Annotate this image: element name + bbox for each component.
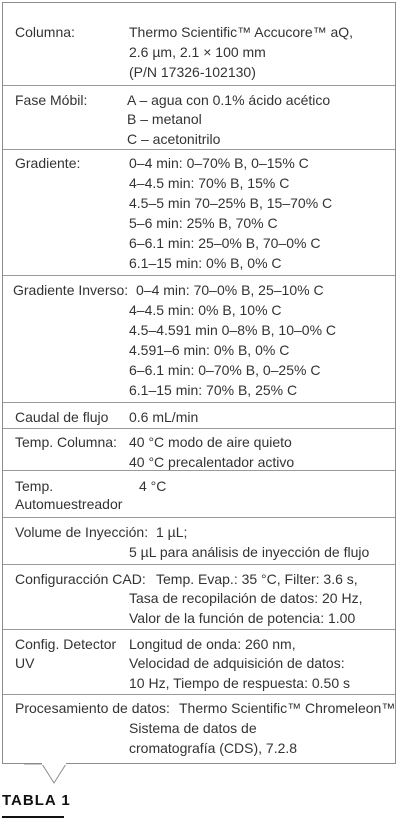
row-procesamiento-label: Procesamiento de datos: [15,700,170,716]
row-gradiente-inverso-value-line: 0–4 min: 70–0% B, 25–10% C [136,282,324,298]
table-caption: TABLA 1 [2,792,71,809]
row-configuracion-cad-value-line: Tasa de recopilación de datos: 20 Hz, [129,590,363,606]
row-config-detector-uv-value-line: Longitud de onda: 260 nm, [129,636,296,652]
row-volumen-value-line: 5 µL para análisis de inyección de flujo [129,544,370,560]
row-config-detector-uv-label: UV [15,655,35,671]
row-columna-label: Columna: [15,24,75,40]
row-fase-movil-value-line: C – acetonitrilo [127,131,221,147]
row-gradiente-inverso-value-line: 6–6.1 min: 0–70% B, 0–25% C [129,362,321,378]
row-temp-automuestreador-value-line: 4 °C [139,478,167,494]
row-gradiente-value-line: 0–4 min: 0–70% B, 0–15% C [129,155,309,171]
row-configuracion-cad-value-line: Valor de la función de potencia: 1.00 [129,610,356,626]
row-gradiente-value-line: 5–6 min: 25% B, 70% C [129,215,278,231]
row-gradiente-label: Gradiente: [15,155,81,171]
row-gradiente-value-line: 6.1–15 min: 0% B, 0% C [129,255,282,271]
row-procesamiento-value-line: cromatografía (CDS), 7.2.8 [129,740,298,756]
row-caudal-label: Caudal de flujo [15,409,109,425]
row-temp-columna-value-line: 40 °C precalentador activo [129,454,295,470]
row-gradiente-inverso-value-line: 4–4.5 min: 0% B, 10% C [129,302,282,318]
row-caudal-value-line: 0.6 mL/min [129,409,199,425]
row-gradiente-inverso-value-line: 6.1–15 min: 70% B, 25% C [129,382,298,398]
row-config-detector-uv-value-line: 10 Hz, Tiempo de respuesta: 0.50 s [129,675,351,691]
row-configuracion-cad-value-line: Temp. Evap.: 35 °C, Filter: 3.6 s, [156,571,358,587]
row-columna-value-line: (P/N 17326-102130) [129,64,256,80]
row-config-detector-uv-label: Config. Detector [15,636,117,652]
row-fase-movil-value-line: A – agua con 0.1% ácido acético [127,92,331,108]
row-fase-movil-label: Fase Móbil: [15,92,88,108]
row-volumen-value-line: 1 µL; [156,524,188,540]
row-temp-automuestreador-label: Temp. [15,478,54,494]
row-temp-columna-value-line: 40 °C modo de aire quieto [129,434,292,450]
row-fase-movil-value-line: B – metanol [127,111,202,127]
row-volumen-label: Volume de Inyección: [15,524,149,540]
row-gradiente-value-line: 4–4.5 min: 70% B, 15% C [129,175,290,191]
row-gradiente-inverso-value-line: 4.5–4.591 min 0–8% B, 10–0% C [129,322,337,338]
row-temp-columna-label: Temp. Columna: [15,434,117,450]
caption-underline [2,816,64,818]
row-procesamiento-value-line: Thermo Scientific™ Chromeleon™ [179,700,396,716]
row-columna-value-line: 2.6 µm, 2.1 × 100 mm [129,44,266,60]
row-config-detector-uv-value-line: Velocidad de adquisición de datos: [129,655,345,671]
row-gradiente-inverso-label: Gradiente Inverso: [13,282,129,298]
row-gradiente-value-line: 6–6.1 min: 25–0% B, 70–0% C [129,235,321,251]
row-gradiente-inverso-value-line: 4.591–6 min: 0% B, 0% C [129,342,290,358]
row-configuracion-cad-label: Configuracción CAD: [15,571,146,587]
row-procesamiento-value-line: Sistema de datos de [129,720,257,736]
row-columna-value-line: Thermo Scientific™ Accucore™ aQ, [129,24,354,40]
row-temp-automuestreador-label: Automuestreador [15,496,123,512]
row-gradiente-value-line: 4.5–5 min 70–25% B, 15–70% C [129,195,333,211]
